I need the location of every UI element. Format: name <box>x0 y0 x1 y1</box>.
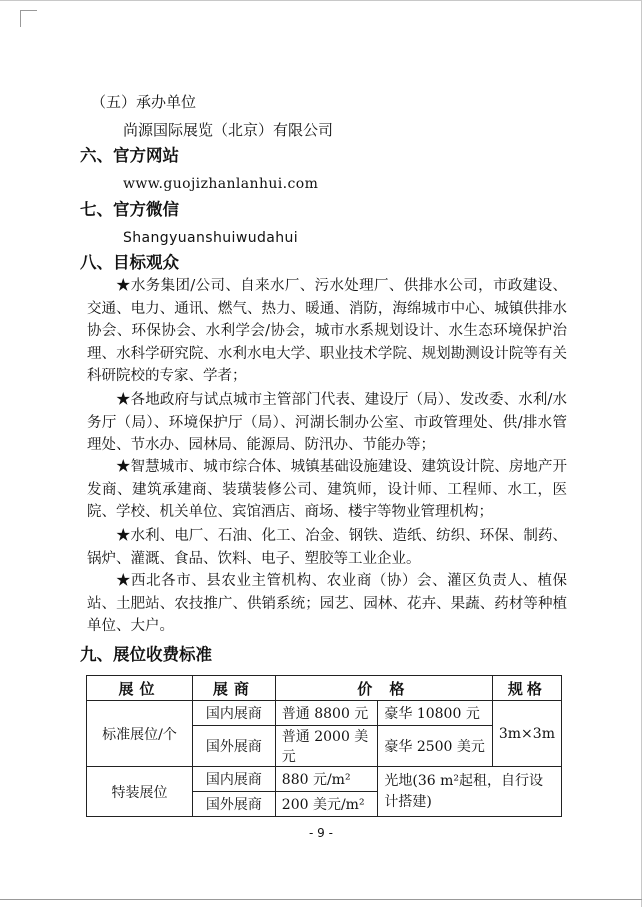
standard-spec: 3m×3m <box>492 701 561 767</box>
special-booth-label: 特装展位 <box>87 767 193 817</box>
special-note: 光地(36 m²起租，自行设计搭建) <box>384 772 544 810</box>
audience-paragraph-4: ★水利、电厂、石油、化工、冶金、钢铁、造纸、纺织、环保、制药、锅炉、灌溉、食品、饮料、电子、塑胶等工业企业。 <box>87 528 567 567</box>
website-heading: 六、官方网站 <box>80 146 179 165</box>
standard-booth-label: 标准展位/个 <box>87 701 193 767</box>
audience-heading: 八、目标观众 <box>80 253 179 272</box>
organizer-name: 尚源国际展览（北京）有限公司 <box>123 121 334 139</box>
special-foreign-price: 200 美元/m² <box>275 792 378 817</box>
organizer-subheading: （五）承办单位 <box>91 93 197 111</box>
wechat-heading: 七、官方微信 <box>80 200 179 219</box>
audience-paragraph-2: ★各地政府与试点城市主管部门代表、建设厅（局）、发改委、水利/水务厅（局）、环境保护厅（局）、河湖长制办公室、市政管理处、供/排水管理处、节水办、园林局、能源局、防汛办、节能办等； <box>87 392 567 454</box>
header-spec: 规格 <box>492 676 561 701</box>
standard-foreign-deluxe: 豪华 2500 美元 <box>378 726 492 767</box>
header-exhibitor: 展商 <box>193 676 276 701</box>
header-booth: 展位 <box>87 676 193 701</box>
standard-domestic-deluxe: 豪华 10800 元 <box>378 701 492 726</box>
audience-paragraph-5: ★西北各市、县农业主管机构、农业商（协）会、灌区负责人、植保站、土肥站、农技推广、供销系统；园艺、园林、花卉、果蔬、药材等种植单位、大户。 <box>87 573 567 635</box>
special-note-cell <box>378 767 562 817</box>
fee-table <box>86 675 562 817</box>
fee-heading: 九、展位收费标准 <box>80 645 212 664</box>
wechat-id: Shangyuanshuiwudahui <box>123 230 299 246</box>
header-price: 价 格 <box>275 676 492 701</box>
exhibitor-foreign: 国外展商 <box>193 726 276 767</box>
audience-paragraph-3: ★智慧城市、城市综合体、城镇基础设施建设、建筑设计院、房地产开发商、建筑承建商、装璜装修公司、建筑师，设计师、工程师、水工，医院、学校、机关单位、宾馆酒店、商场、楼宇等物业管理机构； <box>87 459 567 521</box>
table-row <box>87 767 562 792</box>
page-number: - 9 - <box>309 826 333 840</box>
website-url[interactable]: www.guojizhanlanhui.com <box>123 176 319 192</box>
exhibitor-domestic: 国内展商 <box>193 767 276 792</box>
standard-domestic-ordinary: 普通 8800 元 <box>275 701 378 726</box>
table-row <box>87 701 562 726</box>
standard-foreign-ordinary: 普通 2000 美元 <box>275 726 378 767</box>
exhibitor-domestic: 国内展商 <box>193 701 276 726</box>
fee-table-header-row <box>87 676 562 701</box>
exhibitor-foreign: 国外展商 <box>193 792 276 817</box>
special-domestic-price: 880 元/m² <box>275 767 378 792</box>
audience-paragraph-1: ★水务集团/公司、自来水厂、污水处理厂、供排水公司，市政建设、交通、电力、通讯、燃气、热力、暖通、消防，海绵城市中心、城镇供排水协会、环保协会、水利学会/协会，城市水系规划设计、水生态环境保护治理、水科学研究院、水利水电大学、职业技术学院、规划勘测设计院等有关科研院校的专家、学者； <box>87 278 567 385</box>
